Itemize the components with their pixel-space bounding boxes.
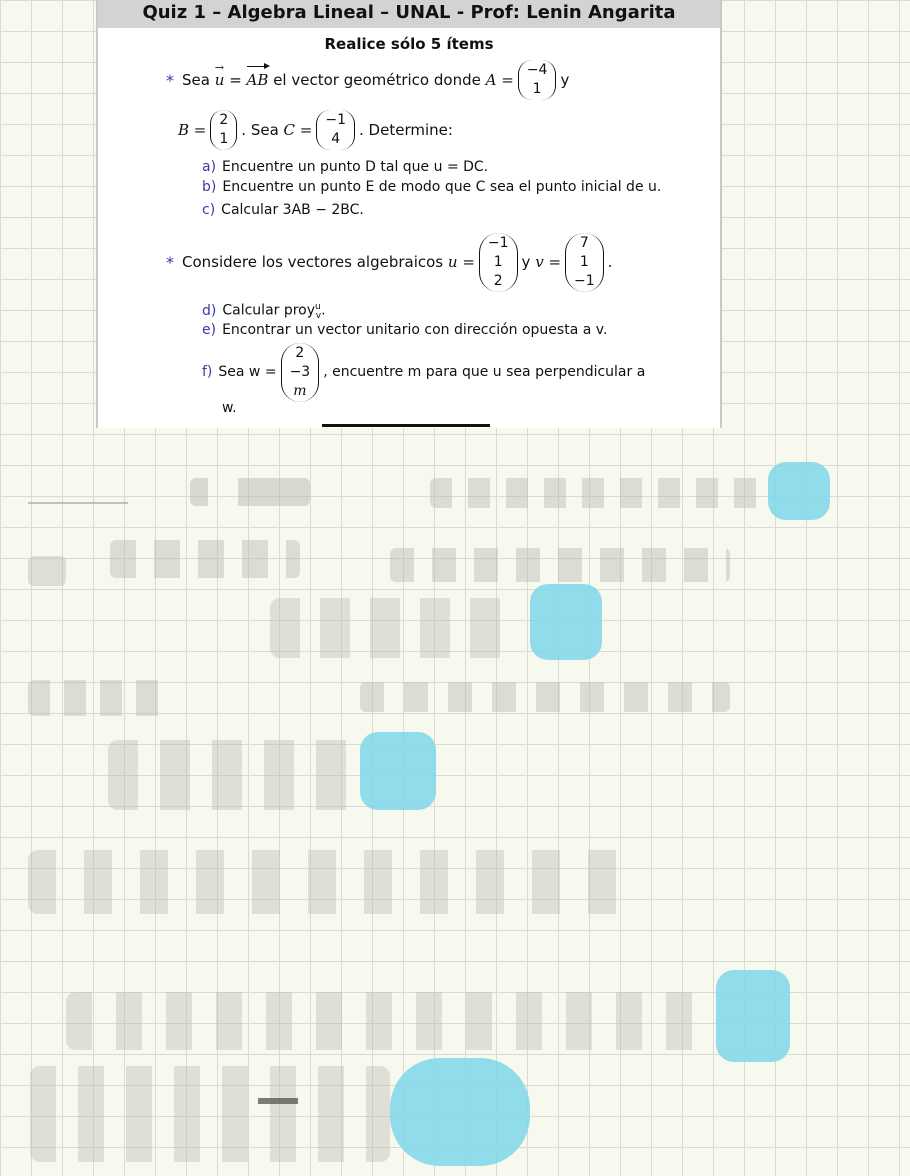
highlight-answer [530,584,602,660]
ab-vector-symbol: AB [246,71,269,89]
scribble [430,478,760,508]
matrix-c: −1 4 [316,110,355,150]
fraction-bar [258,1098,298,1104]
matrix-v: 7 1 −1 [565,233,604,292]
item-a: a) Encuentre un punto D tal que u = DC. [202,159,489,175]
bullet-star: * [166,252,174,272]
highlight-answer [390,1058,530,1166]
problem-2: * Considere los vectores algebraicos u = −1 1 2 y v = 7 1 −1 . [166,226,612,298]
scribble [270,598,520,658]
quiz-card [96,0,722,428]
matrix-b: 2 1 [210,110,237,150]
u-vector-symbol: → u [215,71,225,89]
bullet-star: * [166,70,174,90]
scribble [110,540,300,578]
scribble [66,992,716,1050]
scribble [28,850,638,914]
quiz-subtitle: Realice sólo 5 ítems [324,35,494,53]
item-c: c) Calcular 3AB − 2BC. [202,202,364,218]
highlight-answer [360,732,436,810]
quiz-title: Quiz 1 – Algebra Lineal – UNAL - Prof: Lenin Angarita [98,0,720,28]
scribble [390,548,730,582]
matrix-w: 2 −3 m [281,343,320,402]
item-e: e) Encontrar un vector unitario con dirección opuesta a v. [202,322,608,338]
scribble-solucion [28,480,128,504]
item-d: d) Calcular proy$^u_v$. [202,302,326,322]
highlight-answer [716,970,790,1062]
matrix-a: −4 1 [518,60,557,100]
scribble [360,682,730,712]
problem-1-line-2: B = 2 1 . Sea C = −1 4 . Determine: [178,106,453,154]
scribble [28,556,66,586]
item-b: b) Encuentre un punto E de modo que C sea el punto inicial de u. [202,179,662,195]
highlight-answer [768,462,830,520]
matrix-u: −1 1 2 [479,233,518,292]
scribble [28,680,168,716]
item-f: f) Sea w = 2 −3 m , encuentre m para que u sea perpendicular a [202,340,645,404]
divider-line [322,424,490,427]
scribble [190,478,310,506]
item-f-continuation: w. [222,400,237,416]
problem-1-line-1: * Sea → u = AB el vector geométrico donde A = −4 1 y [166,56,569,104]
scribble [108,740,358,810]
scribble [30,1066,390,1162]
